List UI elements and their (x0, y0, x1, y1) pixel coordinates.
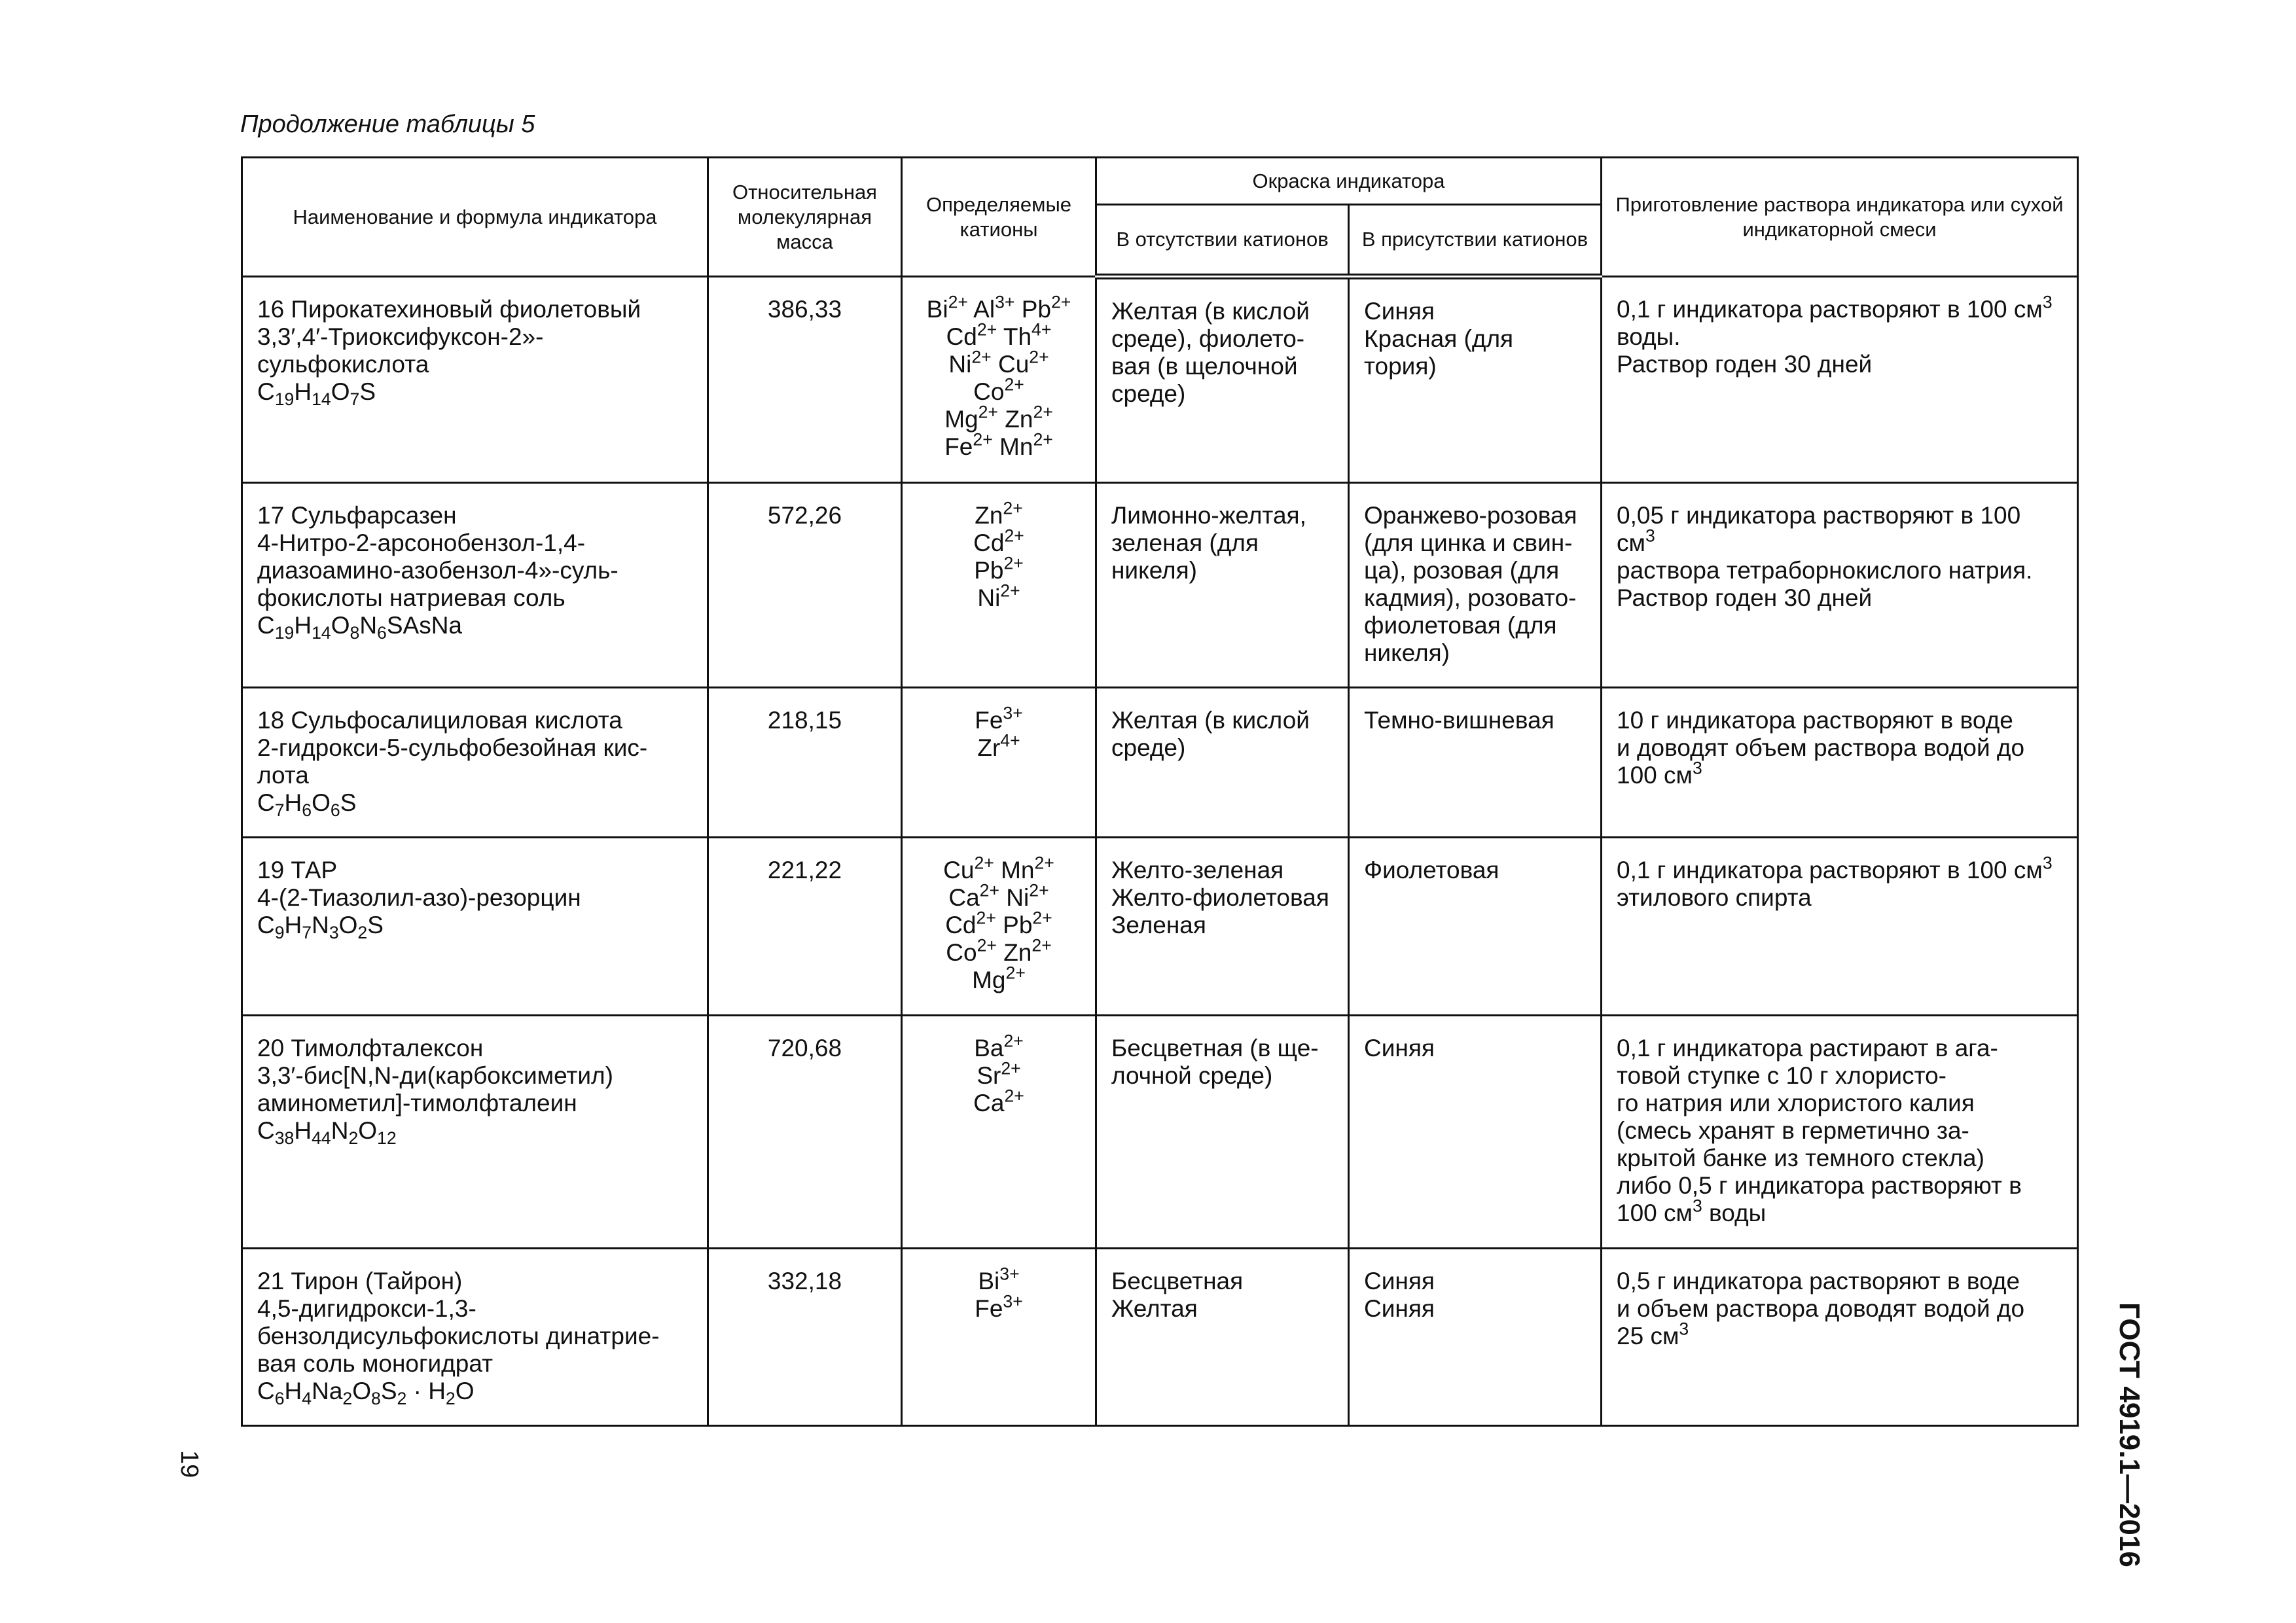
cation-line: $Cu^{2+}$ $Mn^{2+}$ (943, 853, 1054, 883)
color-absent-line: лочной среде) (1111, 1062, 1273, 1089)
cation-line: $Ba^{2+}$ (974, 1031, 1024, 1061)
cation-line: $Cd^{2+}$ $Pb^{2+}$ (945, 908, 1052, 938)
color-absent-cell (1096, 688, 1349, 838)
color-present-line: тория) (1364, 353, 1437, 380)
page-number: 19 (175, 1450, 203, 1478)
cations-cell (902, 277, 1096, 483)
color-present-cell (1349, 483, 1602, 688)
color-absent-cell (1096, 483, 1349, 688)
color-present-line: Синяя (1364, 1035, 1435, 1061)
preparation-line: и доводят объем раствора водой до (1617, 734, 2025, 761)
color-present-line: фиолетовая (для (1364, 612, 1557, 639)
cations-cell (902, 838, 1096, 1016)
indicator-name-line: бензолдисульфокислоты динатрие- (257, 1323, 660, 1349)
standard-code: ГОСТ 4919.1—2016 (2113, 1302, 2145, 1567)
chemical-formula: $C_{19}H_{14}O_8N_6SAsNa$ (257, 612, 463, 643)
color-absent-cell (1096, 1016, 1349, 1249)
chemical-formula: $C_9H_7N_3O_2S$ (257, 912, 384, 942)
preparation-line: этилового спирта (1617, 884, 1812, 911)
indicator-table (241, 156, 2079, 1427)
indicator-name-line: 4-(2-Тиазолил-азо)-резорцин (257, 884, 581, 911)
table-row (242, 838, 2078, 1016)
color-absent-line: среде), фиолето- (1111, 325, 1305, 352)
preparation-line: либо 0,5 г индикатора растворяют в (1617, 1172, 2022, 1199)
color-absent-line: Желтая (в кислой (1111, 298, 1310, 325)
preparation-line: (смесь хранят в герметично за- (1617, 1117, 1969, 1144)
preparation-line: 0,1 г индикатора растирают в ага- (1617, 1035, 1998, 1061)
chemical-formula: $C_{19}H_{14}O_7S$ (257, 378, 376, 409)
color-absent-line: Желтая (в кислой (1111, 707, 1310, 734)
indicator-name-line: 20 Тимолфталексон (257, 1035, 484, 1061)
preparation-line: 0,1 г индикатора растворяют в 100 $см^3$ (1617, 853, 2053, 883)
color-present-line: ца), розовая (для (1364, 557, 1560, 584)
cation-line: $Fe^{2+}$ $Mn^{2+}$ (944, 429, 1053, 460)
indicator-name-cell (242, 483, 708, 688)
color-present-line: кадмия), розовато- (1364, 584, 1577, 611)
color-present-line: Красная (для (1364, 325, 1514, 352)
indicator-name-line: 21 Тирон (Тайрон) (257, 1268, 463, 1294)
cations-cell (902, 1016, 1096, 1249)
preparation-line: 25 $см^3$ (1617, 1319, 1689, 1349)
cation-line: $Fe^{3+}$ (975, 703, 1023, 734)
table-row (242, 483, 2078, 688)
table-row (242, 277, 2078, 483)
header-color-present: В присутствии катионов (1349, 205, 1602, 277)
color-absent-line: Зеленая (1111, 912, 1206, 938)
preparation-line: воды. (1617, 323, 1681, 350)
preparation-cell (1602, 277, 2078, 483)
indicator-name-line: вая соль моногидрат (257, 1350, 493, 1377)
indicator-name-line: 17 Сульфарсазен (257, 502, 457, 529)
indicator-name-line: 4,5-дигидрокси-1,3- (257, 1295, 476, 1322)
table-row (242, 688, 2078, 838)
color-absent-cell (1096, 277, 1349, 483)
cation-line: $Bi^{3+}$ (978, 1264, 1020, 1294)
cation-line: $Bi^{2+}$ $Al^{3+}$ $Pb^{2+}$ (926, 292, 1071, 323)
preparation-line: го натрия или хлористого калия (1617, 1090, 1975, 1116)
header-name: Наименование и формула индикатора (242, 158, 708, 277)
table-row (242, 1249, 2078, 1426)
preparation-cell (1602, 1249, 2078, 1426)
color-present-line: Темно-вишневая (1364, 707, 1554, 734)
indicator-name-line: диазоамино-азобензол-4»-суль- (257, 557, 619, 584)
color-present-line: (для цинка и свин- (1364, 529, 1573, 556)
color-present-cell (1349, 838, 1602, 1016)
chemical-formula: $C_7H_6O_6S$ (257, 789, 357, 820)
cation-line: $Co^{2+}$ $Zn^{2+}$ (946, 935, 1052, 966)
preparation-cell (1602, 483, 2078, 688)
color-present-line: Синяя (1364, 1268, 1435, 1294)
table-caption: Продолжение таблицы 5 (240, 111, 535, 138)
header-prep: Приготовление раствора индикатора или сухой индикаторной смеси (1602, 158, 2078, 277)
color-absent-line: зеленая (для (1111, 529, 1259, 556)
indicator-name-line: 19 ТАР (257, 857, 338, 883)
color-present-line: Синяя (1364, 1295, 1435, 1322)
color-present-cell (1349, 1249, 1602, 1426)
preparation-line: 10 г индикатора растворяют в воде (1617, 707, 2013, 734)
header-color-absent: В отсутствии катионов (1096, 205, 1349, 277)
indicator-name-cell (242, 838, 708, 1016)
preparation-line: крытой банке из темного стекла) (1617, 1145, 1984, 1171)
preparation-line: 0,05 г индикатора растворяют в 100 $см^3$ (1617, 502, 2021, 556)
cations-cell (902, 688, 1096, 838)
color-absent-line: Желтая (1111, 1295, 1198, 1322)
cation-line: $Ca^{2+}$ (973, 1086, 1024, 1116)
cation-line: $Cd^{2+}$ (973, 526, 1024, 556)
color-present-line: никеля) (1364, 639, 1450, 666)
header-color-group: Окраска индикатора (1096, 158, 1602, 205)
indicator-name-line: сульфокислота (257, 351, 429, 378)
color-absent-cell (1096, 1249, 1349, 1426)
color-absent-line: среде) (1111, 380, 1186, 407)
color-present-cell (1349, 688, 1602, 838)
indicator-name-cell (242, 1016, 708, 1249)
preparation-line: Раствор годен 30 дней (1617, 351, 1873, 378)
cation-line: $Zn^{2+}$ (975, 498, 1023, 529)
molecular-mass: 386,33 (708, 277, 902, 483)
color-present-line: Синяя (1364, 298, 1435, 325)
color-absent-line: Желто-фиолетовая (1111, 884, 1329, 911)
color-present-line: Фиолетовая (1364, 857, 1499, 883)
chemical-formula: $C_{38}H_{44}N_2O_{12}$ (257, 1117, 397, 1148)
preparation-line: товой ступке с 10 г хлористо- (1617, 1062, 1946, 1089)
color-absent-line: Желто-зеленая (1111, 857, 1284, 883)
cations-cell (902, 483, 1096, 688)
header-cations: Определяемые катионы (902, 158, 1096, 277)
indicator-name-line: 2-гидрокси-5-сульфобезойная кис- (257, 734, 648, 761)
preparation-cell (1602, 838, 2078, 1016)
indicator-name-line: 4-Нитро-2-арсонобензол-1,4- (257, 529, 586, 556)
cation-line: $Pb^{2+}$ (974, 553, 1024, 584)
cations-cell (902, 1249, 1096, 1426)
preparation-line: 100 $см^3$ воды (1617, 1196, 1767, 1226)
cation-line: $Fe^{3+}$ (975, 1291, 1023, 1322)
cation-line: $Co^{2+}$ (973, 374, 1024, 405)
cation-line: $Mg^{2+}$ $Zn^{2+}$ (944, 402, 1053, 433)
molecular-mass: 572,26 (708, 483, 902, 688)
preparation-line: 0,5 г индикатора растворяют в воде (1617, 1268, 2020, 1294)
indicator-name-line: аминометил]-тимолфталеин (257, 1090, 577, 1116)
color-present-cell (1349, 277, 1602, 483)
preparation-line: раствора тетраборнокислого натрия. (1617, 557, 2033, 584)
cation-line: $Mg^{2+}$ (972, 963, 1026, 993)
preparation-line: 0,1 г индикатора растворяют в 100 $см^3$ (1617, 292, 2053, 323)
color-absent-cell (1096, 838, 1349, 1016)
cation-line: $Cd^{2+}$ $Th^{4+}$ (946, 319, 1052, 350)
cation-line: $Ca^{2+}$ $Ni^{2+}$ (948, 880, 1049, 911)
preparation-line: 100 $см^3$ (1617, 758, 1702, 789)
cation-line: $Ni^{2+}$ (977, 580, 1020, 611)
preparation-line: Раствор годен 30 дней (1617, 584, 1873, 611)
preparation-cell (1602, 1016, 2078, 1249)
cation-line: $Ni^{2+}$ $Cu^{2+}$ (948, 347, 1049, 378)
indicator-name-line: 3,3′,4′-Триоксифуксон-2»- (257, 323, 544, 350)
color-absent-line: среде) (1111, 734, 1186, 761)
molecular-mass: 720,68 (708, 1016, 902, 1249)
color-absent-line: Бесцветная (1111, 1268, 1244, 1294)
chemical-formula: $C_6H_4Na_2O_8S_2 \cdot H_2O$ (257, 1378, 475, 1408)
preparation-cell (1602, 688, 2078, 838)
color-present-line: Оранжево-розовая (1364, 502, 1577, 529)
molecular-mass: 332,18 (708, 1249, 902, 1426)
table-row (242, 1016, 2078, 1249)
indicator-name-cell (242, 1249, 708, 1426)
color-absent-line: Лимонно-желтая, (1111, 502, 1306, 529)
indicator-name-line: лота (257, 762, 309, 789)
indicator-name-cell (242, 688, 708, 838)
color-present-cell (1349, 1016, 1602, 1249)
molecular-mass: 221,22 (708, 838, 902, 1016)
molecular-mass: 218,15 (708, 688, 902, 838)
indicator-name-line: 18 Сульфосалициловая кислота (257, 707, 622, 734)
indicator-name-line: 16 Пирокатехиновый фиолетовый (257, 296, 641, 323)
table-body (242, 277, 2078, 1426)
color-absent-line: вая (в щелочной (1111, 353, 1298, 380)
indicator-name-cell (242, 277, 708, 483)
header-mass: Относительная молекулярная масса (708, 158, 902, 277)
indicator-name-line: фокислоты натриевая соль (257, 584, 565, 611)
preparation-line: и объем раствора доводят водой до (1617, 1295, 2025, 1322)
cation-line: $Sr^{2+}$ (977, 1058, 1021, 1089)
cation-line: $Zr^{4+}$ (977, 730, 1020, 761)
indicator-name-line: 3,3′-бис[N,N-ди(карбоксиметил) (257, 1062, 613, 1089)
color-absent-line: Бесцветная (в ще- (1111, 1035, 1319, 1061)
color-absent-line: никеля) (1111, 557, 1197, 584)
